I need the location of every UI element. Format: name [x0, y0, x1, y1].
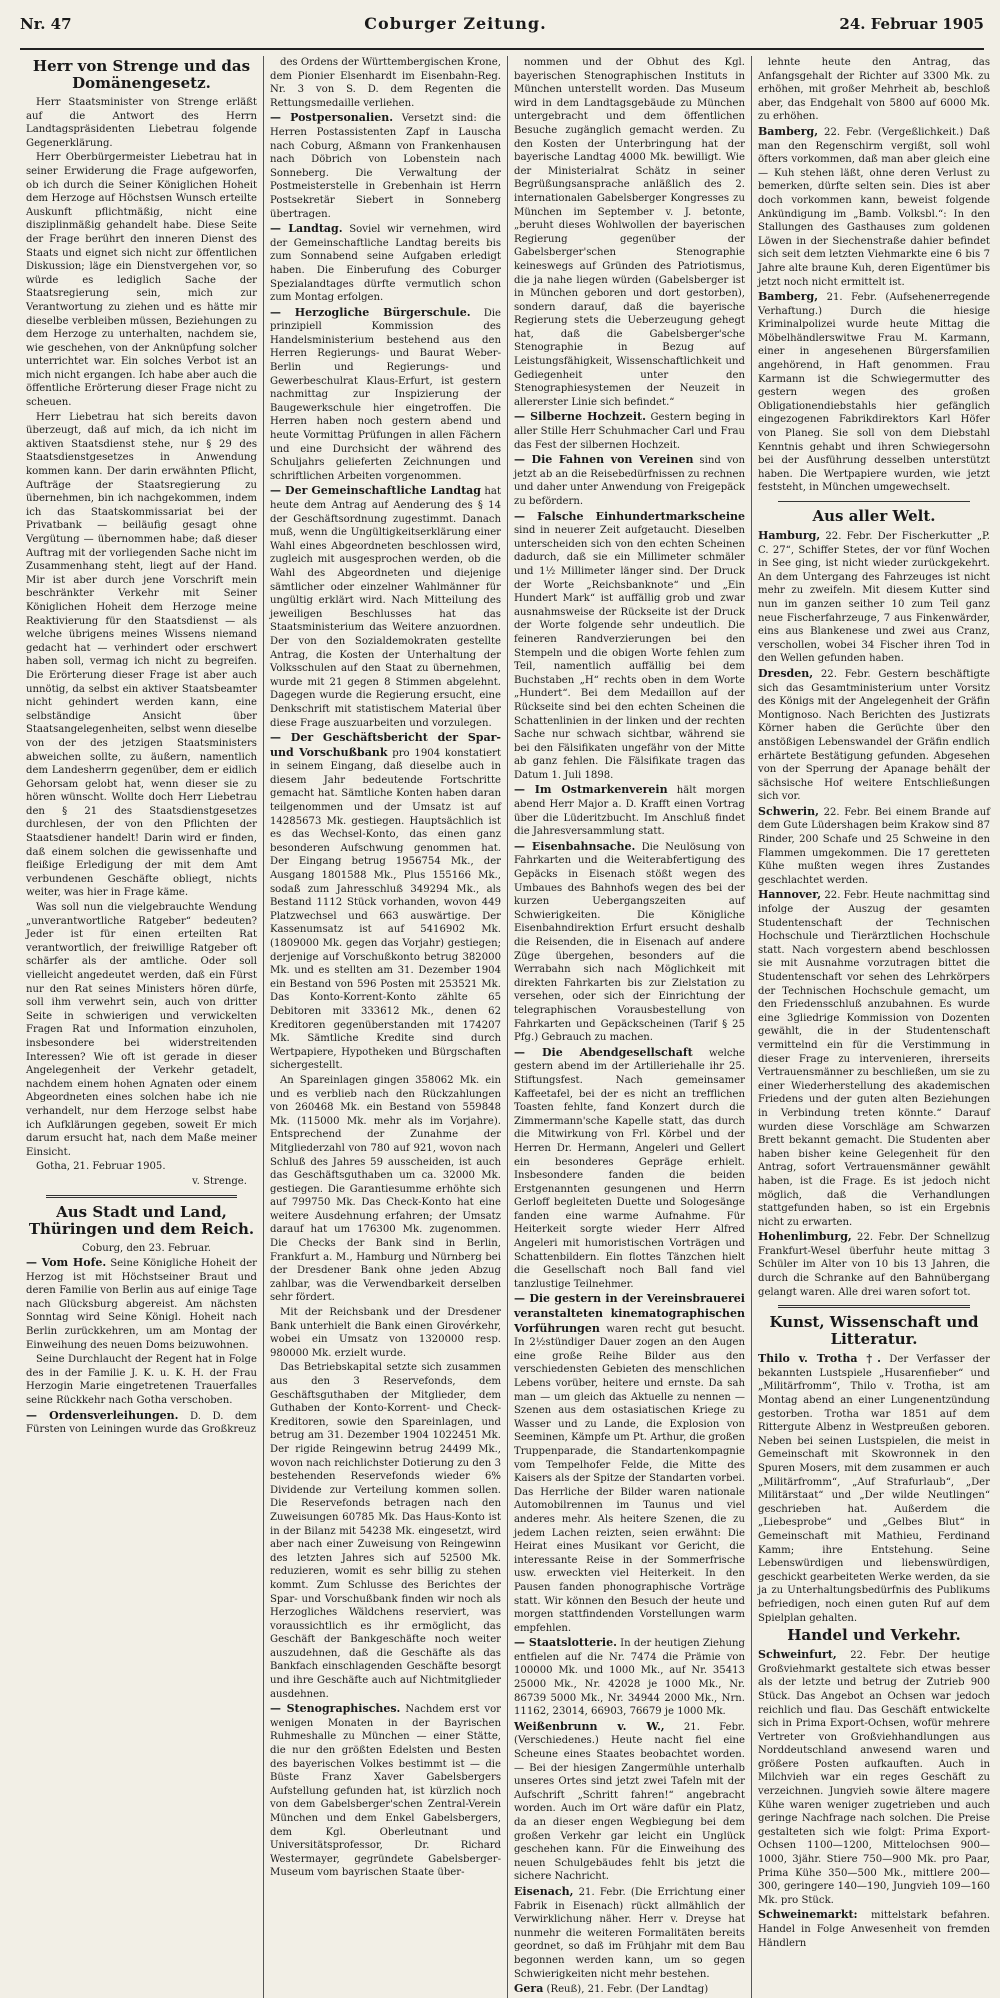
paragraph: nommen und der Obhut des Kgl. bayerischen Stenographischen Instituts in München unterstellt worden. Das Museum wird in dem Landtagsgebäude zu München untergebracht und dem öffentlichen Besuche zugänglich gemacht werden. Zu den Kosten der Unterbringung hat der bayerische Landtag 4000 Mk. bewilligt. Wie der Ministerialrat Schätz in seiner Begrüßungsansprache anläßlich des 2. internationalen Gabelsberger Kongresses zu München im September v. J. betonte, „beruht dieses Wohlwollen der bayerischen Regierung gegenüber der Gabelsberger'schen Stenographie keineswegs auf Gründen des Patriotismus, die ja nahe liegen würden (Gabelsberger ist in München geboren und dort gestorben), sondern darauf, daß die bayerische Regierung stets die Ueberzeugung gehegt hat, daß die Gabelsberger'sche Stenographie in Bezug auf Leistungsfähigkeit, Wissenschaftlichkeit und Gediegenheit unter den Stenographiesystemen der Neuzeit in allererster Linie sich befindet.“ [514, 57, 745, 408]
paragraph: Seine Durchlaucht der Regent hat in Folge des in der Familie J. K. u. K. H. der Frau Herzogin Marie eingetretenen Trauerfalles seine Rückkehr nach Gotha verschoben. [26, 1354, 257, 1407]
item-title: — Im Ostmarkenverein [514, 783, 668, 797]
paragraph: Herr Oberbürgermeister Liebetrau hat in seiner Erwiderung die Frage aufgeworfen, ob ich durch die Seiner Königlichen Hoheit dem Herzoge auf Höchstsen Wunsch erteilte Auskunft pflichtmäßig, nicht eine disziplinmäßig gehandelt habe. Diese Seite der Frage berührt den inneren Dienst des Staats und eignet sich nicht zur öffentlichen Diskussion; läge ein Dienstvergehen vor, so würde es lediglich Sache der Staatsregierung sein, mich zur Verantwortung zu ziehen und es hätte mir dieselbe verbleiben müssen, Beziehungen zu dem Herzoge zu unterhalten, nachdem sie, wie geschehen, von der Anknüpfung solcher unterrichtet war. Ein solches Verbot ist an mich nicht ergangen. Ich habe aber auch die öffentliche Erörterung dieser Frage nicht zu scheuen. [26, 152, 257, 409]
article-signature: v. Strenge. [192, 1175, 247, 1187]
item-title: — Ordensverleihungen. [26, 1408, 179, 1422]
item-text: 22. Febr. Bei einem Brande auf dem Gute Lüdershagen beim Krakow sind 87 Rinder, 200 Schafe und 25 Schweine in den Flammen umgekommen. Die 17 geretteten Kühe mußten wegen ihres Zustandes geschlachtet werden. [758, 806, 990, 886]
columns [20, 56, 990, 1996]
item-text: In der heutigen Ziehung entfielen auf die Nr. 7474 die Prämie von 100000 Mk. und 1000 Mk., auf Nr. 35413 25000 Mk., Nr. 42028 je 1000 Mk., Nr. 86739 5000 Mk., Nr. 34944 2000 Mk., Nrn. 11162, 23014, 66903, 76679 je 1000 Mk. [514, 1638, 745, 1718]
paragraph: An Spareinlagen gingen 358062 Mk. ein und es verblieb nach den Rückzahlungen von 260468 Mk. ein Bestand von 559848 Mk. (115000 Mk. mehr als im Vorjahre). Entsprechend der Zunahme der Mitgliederzahl von 780 auf 921, wovon nach Schluß des Jahres 59 ausscheiden, ist auch das Geschäftsguthaben um ca. 32000 Mk. gestiegen. Die Garantiesumme erhöhte sich auf 799750 Mk. Das Check-Konto hat eine weitere Ausdehnung erfahren; der Umsatz darauf hat um 176300 Mk. zugenommen. Die Checks der Bank sind in Berlin, Frankfurt a. M., Hamburg und Nürnberg bei der Dresdener Bank ohne jeden Abzug zahlbar, was die Verwendbarkeit derselben sehr fördert. [270, 1074, 501, 1304]
item-title: — Die Abendgesellschaft [514, 1045, 693, 1059]
item-text: Seine Königliche Hoheit der Herzog ist mit Höchstseiner Braut und deren Familie von Berlin aus auf einige Tage nach Glücksburg abgereist. Am nächsten Sonntag wird Seine Königl. Hoheit nach Berlin zurückkehren, um am Montag der Einweihung des neuen Doms beizuwohnen. [26, 1258, 257, 1351]
item-title: Hannover, [758, 888, 822, 902]
item-title: — Landtag. [270, 222, 343, 236]
section-heading: Aus aller Welt. [812, 507, 936, 525]
paragraph: Das Betriebskapital setzte sich zusammen aus den 3 Reservefonds, dem Geschäftsguthaben der Mitglieder, dem Guthaben der Konto-Korrent- und Check-Kreditoren, sowie den Spareinlagen, und betrug am 31. Dezember 1904 1022451 Mk. Der rigide Reingewinn betrug 24499 Mk., wovon nach reichlichster Dotierung zu den 3 bestehenden Reservefonds wieder 6% Dividende zur Verteilung kommen sollen. Die Reservefonds betragen nach den Zuweisungen 60785 Mk. Das Haus-Konto ist in der Bilanz mit 54238 Mk. eingesetzt, wird aber nach einer Zuweisung von Reingewinn des letzten Jahres sich auf 52500 Mk. reduzieren, womit es sehr billig zu stehen kommt. Zum Schlusse des Berichtes der Spar- und Vorschußbank finden wir noch als Herzogliches Wäldchens reserviert, was voraussichtlich es ihr ermöglicht, das Geschäft der Bankgeschäfte noch weiter auszudehnen, daß die Geschäfte als das Bankfach einschlagenden Geschäfte besorgt und ihre Geschäfte auch auf Nichtmitglieder ausdehnen. [270, 1362, 501, 1700]
item-text: Versetzt sind: die Herren Postassistenten Zapf in Lauscha nach Coburg, Aßmann von Frankenhausen nach Döbrich von Lobenstein nach Sonneberg. Die Verwaltung der Postmeisterstelle in Grebenhain ist Herrn Postsekretär Siebert in Sonneberg übertragen. [270, 113, 501, 220]
paragraph: des Ordens der Württembergischen Krone, dem Pionier Elsenhardt im Eisenbahn-Reg. Nr. 3 von S. D. dem Regenten die Rettungsmedaille verliehen. [270, 57, 501, 109]
dateline: Coburg, den 23. Februar. [81, 1242, 212, 1254]
section-heading: Kunst, Wissenschaft und Litteratur. [769, 1313, 979, 1349]
paragraph: Herr Liebetrau hat sich bereits davon überzeugt, daß auf mich, da ich nicht im aktiven Staatsdienst stehe, nur § 29 des Staatsdienstgesetzes in Anwendung kommen kann. Der darin erwähnten Pflicht, Aufträge der Staatsregierung zu übernehmen, bin ich nachgekommen, indem ich das Staatskommissariat bei der Privatbank — beiläufig gesagt ohne Vergütung — übernommen habe; daß dieser Auftrag mit der vorliegenden Sache nicht im Zusammenhang steht, liegt auf der Hand. Mir ist aber durch jene Vorschrift mein beschränkter Verkehr mit Seiner Königlichen Hoheit dem Herzoge meine Reaktivierung für den Staatsdienst — als welche übrigens meines Wissens niemand gedacht hat — verhindert oder erschwert haben soll, vermag ich nicht zu begreifen. Die Erörterung dieser Frage ist aber auch unnötig, da selbst ein aktiver Staatsbeamter nicht gehindert werden kann, eine selbständige Ansicht über Staatsangelegenheiten, selbst wenn dieselbe von der des jetzigen Staatsministers abweichen sollte, zu äußern, namentlich dem Landesherrn gegenüber, dem er eidlich Gehorsam gelobt hat, wenn dieser sie zu hören wünscht. Wollte doch Herr Liebetrau den § 21 des Staatsdienstgesetzes durchlesen, der von den Pflichten der Staatsdiener handelt! Darin wird er finden, daß einem solchen die gewissenhafte und fleißige Erledigung der mit dem Amt verbundenen Geschäfte obliegt, nichts weiter, was hier in Frage käme. [26, 411, 257, 899]
item-title: Hohenlimburg, [758, 1230, 852, 1244]
item-text: Soviel wir vernehmen, wird der Gemeinschaftliche Landtag bereits bis zum Sonnabend seine Aufgaben erledigt haben. Die Einberufung des Coburger Spezialandtages dürfte vermutlich schon zum Montag erfolgen. [270, 224, 501, 304]
item-title: — Falsche Einhundertmarkscheine [514, 509, 745, 523]
issue-date: 24. Februar 1905 [839, 15, 984, 33]
item-text: 21. Febr. (Aufsehenerregende Verhaftung.) Durch die hiesige Kriminalpolizei wurde heute Mittag die Möbelhändlerswitwe Frau M. Karmann, einer in angesehenen Bürgersfamilien angehörend, in Haft genommen. Frau Karmann ist die Schwiegermutter des gestern wegen des großen Obligationendiebstahls hier gefänglich eingezogenen Fabrikdirektors Karl Höfer von Planeg. Sie soll von dem Diebstahl Kenntnis gehabt und ihren Schwiegersohn bei der Ausführung desselben unterstützt haben. Die Wertpapiere wurden, wie jetzt feststeht, in München umgewechselt. [758, 292, 990, 494]
item-text: 22. Febr. Heute nachmittag sind infolge der Auszug der gesamten Studentenschaft der Technischen Hochschule und Tierärztlichen Hochschule statt. Nach vorgestern abend beschlossen sie mit Ausnahme vorzutragen bittet die Studentenschaft vor sehen des Lehrkörpers der Technischen Hochschule gemacht, um den Friedensschluß anzubahnen. Es wurde eine 3gliedrige Kommission von Dozenten gewählt, die in der Studentenschaft vermittelnd ein für die Verstimmung in dieser Frage zu intervenieren, ihrerseits Vertrauensmänner zu beschließen, um sie zu einer Wiederherstellung des akademischen Friedens und der guten alten Beziehungen in Verbindung treten könnte.“ Darauf wurden diese Vorschläge am Schwarzen Brett bekannt gemacht. Die Studenten aber haben bisher keine Gelegenheit für den Antrag, sofort Vertrauensmänner gewählt haben, ist die Frage. Es ist jedoch nicht möglich, daß die Verhandlungen stattgefunden haben, so ist ein Ergebnis nicht zu erwarten. [758, 890, 990, 1228]
item-text: mittelstark befahren. Handel in Folge Anwesenheit von fremden Händlern [758, 1910, 990, 1949]
item-title: — Herzogliche Bürgerschule. [270, 305, 471, 319]
item-text: 21. Febr. (Die Errichtung einer Fabrik in Eisenach) rückt allmählich der Verwirklichung näher. Herr v. Dreyse hat nunmehr die weiteren Formalitäten bereits geordnet, so daß im Frühjahr mit dem Bau begonnen werden kann, um so gegen Schwierigkeiten nicht mehr bestehen. [514, 1886, 745, 1980]
item-title: Schweinemarkt: [758, 1908, 858, 1922]
item-title: — Postpersonalien. [270, 111, 394, 125]
item-title: Gera [514, 1982, 544, 1996]
item-text: 22. Febr. Der Schnellzug Frankfurt-Wesel überfuhr heute mittag 3 Schüler im Alter von 10 bis 13 Jahren, die durch die Schranke auf den Bahnübergang gelangt waren. Alle drei waren sofort tot. [758, 1232, 990, 1298]
item-text: sind von jetzt ab an die Reisebedürfnissen zu rechnen und daher unter Anwendung von Freigepäck zu befördern. [514, 455, 746, 507]
item-title: — Staatslotterie. [514, 1636, 617, 1650]
item-text: Gestern beging in aller Stille Herr Schuhmacher Carl und Frau das Fest der silbernen Hochzeit. [514, 412, 745, 451]
item-text: 22. Febr. Gestern beschäftigte sich das Gesamtministerium unter Vorsitz des Königs mit der Angelegenheit der Gräfin Montignoso. Nach Berichten des Justizrats Körner haben die Gerüchte über den anstößigen Lebenswandel der Gräfin endlich erhärtete Bestätigung gefunden. Abgesehen von der Sperrung der Apanage behält der sächsische Hof weitere Entschließungen sich vor. [758, 668, 990, 803]
item-text: 21. Febr. (Verschiedenes.) Heute nacht fiel eine Scheune eines Staates beobachtet worden. — Bei der hiesigen Zangermühle unterhalb unseres Ortes sind jetzt zwei Tafeln mit der Aufschrift „Schritt fahren!“ angebracht worden. Auch im Ort wäre dafür ein Platz, da an dieser engen Wegbiegung bei dem großen Verkehr gar leicht ein Unglück geschehen kann. Für die Einweihung des neuen Schulgebäudes fehlt bis jetzt die sichere Nachricht. [514, 1721, 745, 1883]
item-title: — Die gestern in der Vereinsbrauerei veranstalteten kinematographischen Vorführungen [514, 1292, 745, 1335]
item-title: Schwerin, [758, 804, 819, 818]
item-title: — Der Geschäftsbericht der Spar- und Vorschußbank [270, 731, 501, 759]
paragraph: Was soll nun die vielgebrauchte Wendung „unverantwortliche Ratgeber“ bedeuten? Jeder ist für einen erteilten Rat verantwortlich, der freiwillige Ratgeber oft schärfer als der amtliche. Oder soll vielleicht angedeutet werden, daß ein Fürst nur den Rat seines Ministers hören dürfe, soll ihm verwehrt sein, auch von dritter Seite in schwierigen und verwickelten Fragen Rat und Information einzuholen, insbesondere bei widerstreitenden Interessen? Wie oft ist gerade in dieser Angelegenheit der Verkehr getadelt, nachdem einem hohen Agnaten oder einem Abgeordneten eines solchen habe ich nie verhandelt, nur dem Herzoge selbst habe ich Aufklärungen gegeben, soweit Er mich darum ersucht hat, nach dem Maße meiner Einsicht. [26, 902, 257, 1158]
item-title: — Der Gemeinschaftliche Landtag [270, 484, 481, 498]
section-heading: Handel und Verkehr. [787, 1626, 961, 1645]
item-title: Hamburg, [758, 529, 821, 542]
issue-number: Nr. 47 [20, 15, 72, 33]
item-text: (Reuß), 21. Febr. (Der Landtag) [546, 1984, 709, 1996]
item-text: waren recht gut besucht. In 2½stündiger Dauer zogen an den Augen eine große Reihe Bilder aus den verschiedensten Gebieten des menschlichen Lebens vorüber, heitere und ernste. Da sah man — um gleich das Aktuelle zu nennen — Szenen aus dem ostasiatischen Kriege zu Wasser und zu Lande, die Explosion von Seeminen, Kämpfe um Pt. Arthur, die großen Truppenparade, die Standartenkompagnie vom Tempelhofer Felde, die Mitte des Kaisers als der Spitze der Standarten vorbei. Das Herrliche der Bilder waren nationale Automobilrennen im Taunus und viel anderes mehr. Als heitere Szenen, die zu jedem Lachen reizten, seien erwähnt: Die Heirat eines Musikant vor Gericht, die interessante Reise in der Sommerfrische usw. erweckten viel Heiterkeit. In den Pausen fanden phonographische Vorträge statt. Wir können den Besuch der heute und morgen stattfindenden Vorstellungen warm empfehlen. [514, 1323, 745, 1634]
item-title: Weißenbrunn v. W., [514, 1719, 665, 1733]
article-heading: Herr von Strenge und das Domänengesetz. [32, 57, 251, 92]
paragraph: Herr Staatsminister von Strenge erläßt auf die Antwort des Herrn Landtagspräsidenten Liebetrau folgende Gegenerklärung. [26, 97, 257, 149]
item-text: D. D. dem Fürsten von Leiningen wurde das Großkreuz [26, 1410, 258, 1436]
column-1 [20, 56, 264, 1998]
item-title: — Die Fahnen von Vereinen [514, 453, 694, 467]
column-3 [508, 56, 752, 1998]
item-title: — Vom Hofe. [26, 1256, 107, 1270]
item-title: Bamberg, [758, 290, 819, 304]
item-title: Thilo v. Trotha †. [758, 1352, 881, 1366]
item-text: Die prinzipiell Kommission des Handelsministerium bestehend aus den Herren Regierungs- und Baurat Weber-Berlin und Regierungs- und Gewerbeschulrat Klaus-Erfurt, ist gestern nachmittag zur Inspizierung der Baugewerkschule hier eingetroffen. Die Herren haben noch gestern abend und heute Vormittag Prüfungen in allen Fächern und eine Durchsicht der während des Schuljahrs gelieferten Zeichnungen und schriftlichen Arbeiten vorgenommen. [270, 307, 502, 482]
item-text: hält morgen abend Herr Major a. D. Krafft einen Vortrag über die Lüderitzbucht. Im Anschluß findet die Jahresversammlung statt. [514, 785, 746, 838]
item-text: 22. Febr. (Vergeßlichkeit.) Daß man den Regenschirm vergißt, soll wohl öfters vorkommen, daß man aber gleich eine — Kuh stehen läßt, ohne deren Verlust zu bemerken, dürfte selten sein. Dies ist aber doch vorkommen kann, beweist folgende Ankündigung im „Bamb. Volksbl.“: In den Stallungen des Gasthauses zum goldenen Löwen in der Siechenstraße dahier befindet sich seit dem letzten Viehmarkte eine 6 bis 7 Jahre alte braune Kuh, deren Eigentümer bis jetzt noch nicht ermittelt ist. [758, 126, 990, 288]
item-title: — Eisenbahnsache. [514, 839, 636, 853]
section-divider [778, 1305, 970, 1308]
item-title: Bamberg, [758, 124, 819, 138]
paragraph: lehnte heute den Antrag, das Anfangsgehalt der Richter auf 3300 Mk. zu erhöhen, mit großer Mehrheit ab, beschloß aber, das Endgehalt von 5800 auf 6000 Mk. zu erhöhen. [758, 57, 990, 123]
item-title: — Stenographisches. [270, 1702, 401, 1716]
item-title: Eisenach, [514, 1884, 574, 1898]
paragraph: Mit der Reichsbank und der Dresdener Bank unterhielt die Bank einen Girovérkehr, wobei ein Umsatz von 1320000 resp. 980000 Mk. erzielt wurde. [270, 1307, 501, 1359]
item-text: Die Neulösung von Fahrkarten und die Weiterabfertigung des Gepäcks in Eisenach stößt wegen des Umbaues des Bahnhofs wegen des bei der kurzen Uebergangszeiten auf Schwierigkeiten. Die Königliche Eisenbahndirektion Erfurt ersucht deshalb die Reisenden, die in Eisenach auf andere Züge übergehen, besonders auf die Werrabahn sich nach Möglichkeit mit direkten Fahrkarten bis zur Zielstation zu versehen, oder sich der Einrichtung der telegraphischen Vorausbestellung von Fahrkarten und Gepäckscheinen (Tarif § 25 Pfg.) Gebrauch zu machen. [514, 841, 745, 1044]
item-text: hat heute dem Antrag auf Aenderung des § 14 der Geschäftsordnung zugestimmt. Danach muß, wenn die Ungültigkeitserklärung einer Wahl eines Abgeordneten beschlossen wird, zugleich mit ausgesprochen werden, ob die Wahl des Abgeordneten und diejenige sämtlicher oder einzelner Wahlmänner für ungültig erklärt wird. Nach Mitteilung des jeweiligen Beschlusses hat das Staatsministerium das Weitere anzuordnen. Der von den Sozialdemokraten gestellte Antrag, die Kosten der Unterhaltung der Volksschulen auf den Staat zu übernehmen, wurde mit 21 gegen 8 Stimmen abgelehnt. Dagegen wurde die Regierung ersucht, eine Denkschrift mit statistischem Material über diese Frage auszuarbeiten und vorzulegen. [270, 486, 501, 729]
item-text: 22. Febr. Der Fischerkutter „P. C. 27“, Schiffer Stetes, der vor fünf Wochen in See ging, ist nicht wieder zurückgekehrt. An dem Untergang des Fahrzeuges ist nicht mehr zu zweifeln. Mit diesem Kutter sind nun im ganzen seither 10 zum Teil ganz neue Fischerfahrzeuge, 7 aus Finkenwärder, eins aus Blankenese und zwei aus Cranz, verschollen, wobei 34 Fischer ihren Tod in den Wellen gefunden haben. [758, 531, 990, 665]
section-heading: Aus Stadt und Land, Thüringen und dem Reich. [28, 1202, 255, 1238]
item-text: Der Verfasser der bekannten Lustspiele „Husarenfieber“ und „Militärfromm“, Thilo v. Trotha, ist am Montag abend an einer Lungenentzündung gestorben. Trotha war 1851 auf dem Rittergute Albenz in Westpreußen geboren. Neben bei seinen Lustspielen, die meist in Gemeinschaft mit Skowronnek in den Spuren Mosers, mit dem zusammen er auch „Militärfromm“, „Auf Strafurlaub“, „Der Militärstaat“ und „Der wilde Neutlingen“ geschrieben hat. Außerdem die „Liebesprobe“ und „Gelbes Blut“ in Gemeinschaft mit Mathieu, Ferdinand Kamm; ihre Entstehung. Seine Lebenswürdigen und liebenswürdigen, geschickt gearbeiteten Werke werden, da sie ja zu Unterhaltungsbedürfnis des Publikums befriedigen, noch einen guten Ruf auf dem Spielplan gehalten. [758, 1354, 990, 1624]
section-divider [778, 501, 970, 502]
column-2 [264, 56, 508, 1998]
section-divider [46, 1195, 237, 1198]
item-text: pro 1904 konstatiert in seinem Eingang, daß dieselbe auch in diesem Jahr bedeutende Fortschritte gemacht hat. Sämtliche Konten haben daran teilgenommen und der Umsatz ist auf 14285673 Mk. gestiegen. Hauptsächlich ist es das Wechsel-Konto, das einen ganz besonderen Aufschwung genommen hat. Der Eingang betrug 1956754 Mk., der Ausgang 1801588 Mk., Plus 155166 Mk., sodaß zum Jahresschluß 349294 Mk., als Bestand 1112 Stück vorhanden, wovon 449 Platzwechsel und 663 auswärtige. Der Kassenumsatz ist auf 5416902 Mk. (1809000 Mk. gegen das Vorjahr) gestiegen; derjenige auf Vorschußkonto betrug 382000 Mk. und es stellten am 31. Dezember 1904 ein Bestand von 596 Posten mit 253521 Mk. Das Konto-Korrent-Konto zählte 65 Debitoren mit 333612 Mk., denen 62 Kreditoren gegenüberstanden mit 174207 Mk. Sämtliche Kredite sind durch Wertpapiere, Hypotheken und Bürgschaften sichergestellt. [270, 747, 502, 1072]
item-text: welche gestern abend im der Artilleriehalle ihr 25. Stiftungsfest. Nach gemeinsamer Kaffeetafel, bei der es nicht an trefflichen Toasten fehlte, fand Konzert durch die Zimmermann'sche Kapelle statt, das durch die Mitwirkung von Frl. Körbel und der Herren Dr. Hermann, Angeleri und Gellert ein besonderes Gepräge erhielt. Insbesondere fanden die beiden Erstgenannten gesungenen und Herrn Gerloff begleiteten Duette und Sologesänge fanden eine warme Aufnahme. Für Heiterkeit sorgte wieder Herr Alfred Angeleri mit humoristischen Vorträgen und Schattenbildern. Ein flottes Tänzchen hielt die Gesellschaft noch Ball fand viel tanzlustige Teilnehmer. [514, 1047, 745, 1290]
item-title: Dresden, [758, 666, 814, 680]
masthead [20, 14, 984, 50]
item-text: sind in neuerer Zeit aufgetaucht. Dieselben unterscheiden sich von den echten Scheinen dadurch, daß sie ein Millimeter schmäler und 1½ Millimeter länger sind. Der Druck der Worte „Reichsbanknote“ und „Ein Hundert Mark“ ist auffällig grob und zwar ausnahmsweise der Rückseite ist der Druck der Worte folgende sehr undeutlich. Die feineren Randverzierungen bei den Stempeln und die obigen Worte fehlen zum Teil, namentlich auffällig bei dem Buchstaben „H“ rechts oben in dem Worte „Hundert“. Bei dem Medaillon auf der Rückseite sind bei den echten Scheinen die Schattenlinien in der linken und der rechten Sache nur schwach sichtbar, während sie bei den Fälsifikaten ungefähr von der Mitte ab ganz fehlen. Die Fälsifikate tragen das Datum 1. Juli 1898. [514, 525, 745, 781]
item-text: 22. Febr. Der heutige Großviehmarkt gestaltete sich etwas besser als der letzte und betrug der Zutrieb 900 Stück. Das Angebot an Ochsen war jedoch reichlich und flau. Das Geschäft entwickelte sich in Prima Export-Ochsen, wofür mehrere Vertreter von Großviehhandlungen aus Norddeutschland anwesend waren und größere Posten aufkauften. Auch in Milchvieh war ein reges Geschäft zu verzeichnen. Jungvieh sowie ältere magere Kühe waren weniger zugetrieben und auch geringe Nachfrage nach solchen. Die Preise gestalteten sich wie folgt: Prima Export-Ochsen 1100—1200, Mittelochsen 900—1000, 3jähr. Stiere 750—900 Mk. pro Paar, Prima Kühe 350—500 Mk., mittlere 200—300, geringere 140—190, Jungvieh 109—160 Mk. pro Stück. [758, 1650, 990, 1906]
column-4 [752, 56, 996, 1998]
item-text: Nachdem erst vor wenigen Monaten in der Bayrischen Ruhmeshalle zu München — einer Stätte, die nur den größten Edelsten und Besten des bayerischen Volkes bestimmt ist — die Büste Franz Xaver Gabelsbergers Aufstellung gefunden hat, ist kürzlich noch von dem Gabelsberger'schen Zentral-Verein München und dem Enkel Gabelsbergers, dem Kgl. Oberleutnant und Universitätsprofessor, Dr. Richard Westermayer, gegründete Gabelsberger-Museum vom bayrischen Staate über- [270, 1704, 501, 1879]
article-date: Gotha, 21. Februar 1905. [36, 1161, 166, 1173]
newspaper-title: Coburger Zeitung. [364, 14, 547, 33]
item-title: Schweinfurt, [758, 1648, 837, 1662]
item-title: — Silberne Hochzeit. [514, 410, 646, 424]
